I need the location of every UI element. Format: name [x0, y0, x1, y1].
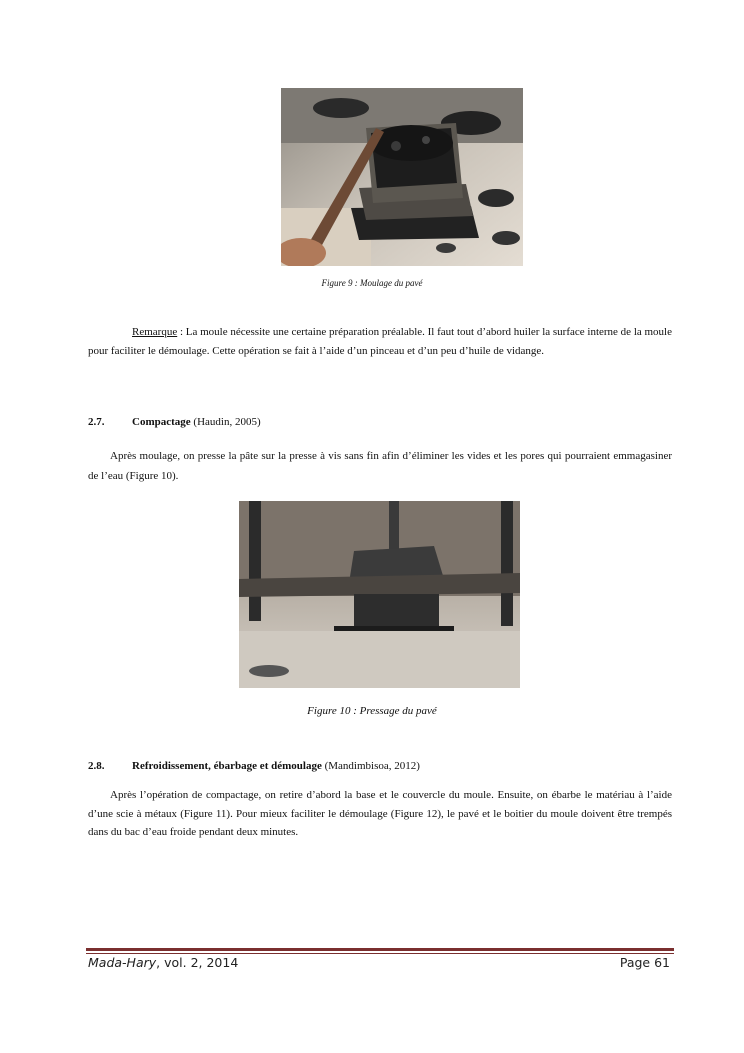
figure-9-photo [281, 88, 523, 266]
section-number: 2.7. [88, 416, 105, 428]
figure-9-caption: Figure 9 : Moulage du pavé [321, 278, 423, 288]
section-2-7-paragraph: Après moulage, on presse la pâte sur la presse à vis sans fin afin d’éliminer les vides et les pores qui pourraient emmagasiner de l’eau (Figure 10). [88, 450, 672, 482]
figure-10-caption: Figure 10 : Pressage du pavé [307, 705, 437, 717]
footer-journal [88, 955, 238, 970]
journal-volume: , vol. 2, 2014 [156, 955, 239, 970]
figure-10-illustration [239, 501, 520, 688]
remarque-paragraph [88, 323, 672, 360]
section-citation: (Haudin, 2005) [190, 416, 261, 428]
section-title: Refroidissement, ébarbage et démoulage [132, 760, 322, 772]
section-2-7-heading [88, 416, 261, 428]
remarque-label: Remarque [132, 326, 178, 338]
figure-10-photo [239, 501, 520, 688]
figure-9-illustration [281, 88, 523, 266]
section-citation: (Mandimbisoa, 2012) [321, 760, 420, 772]
section-2-8-paragraph: Après l’opération de compactage, on retire d’abord la base et le couvercle du moule. Ensuite, on ébarbe le matériau à l’aide d’une scie à métaux (Figure 11). Pour mieux faciliter le démoulage (Figure 12), le pavé et le boitier du moule doivent être trempés dans du bac d’eau froide pendant deux minutes. [88, 789, 672, 838]
footer-rule-thin [86, 953, 674, 954]
journal-name: Mada-Hary [88, 955, 157, 970]
footer-rule-thick [86, 948, 674, 951]
section-number: 2.8. [88, 760, 105, 772]
section-title: Compactage [132, 416, 191, 428]
remarque-text: : La moule nécessite une certaine préparation préalable. Il faut tout d’abord huiler la surface interne de la moule pour faciliter le démoulage. Cette opération se fait à l’aide d’un pinceau et d’un peu d’huile de vidange. [88, 326, 672, 357]
footer-page-number: Page 61 [619, 955, 670, 970]
section-2-8-heading [88, 760, 420, 772]
